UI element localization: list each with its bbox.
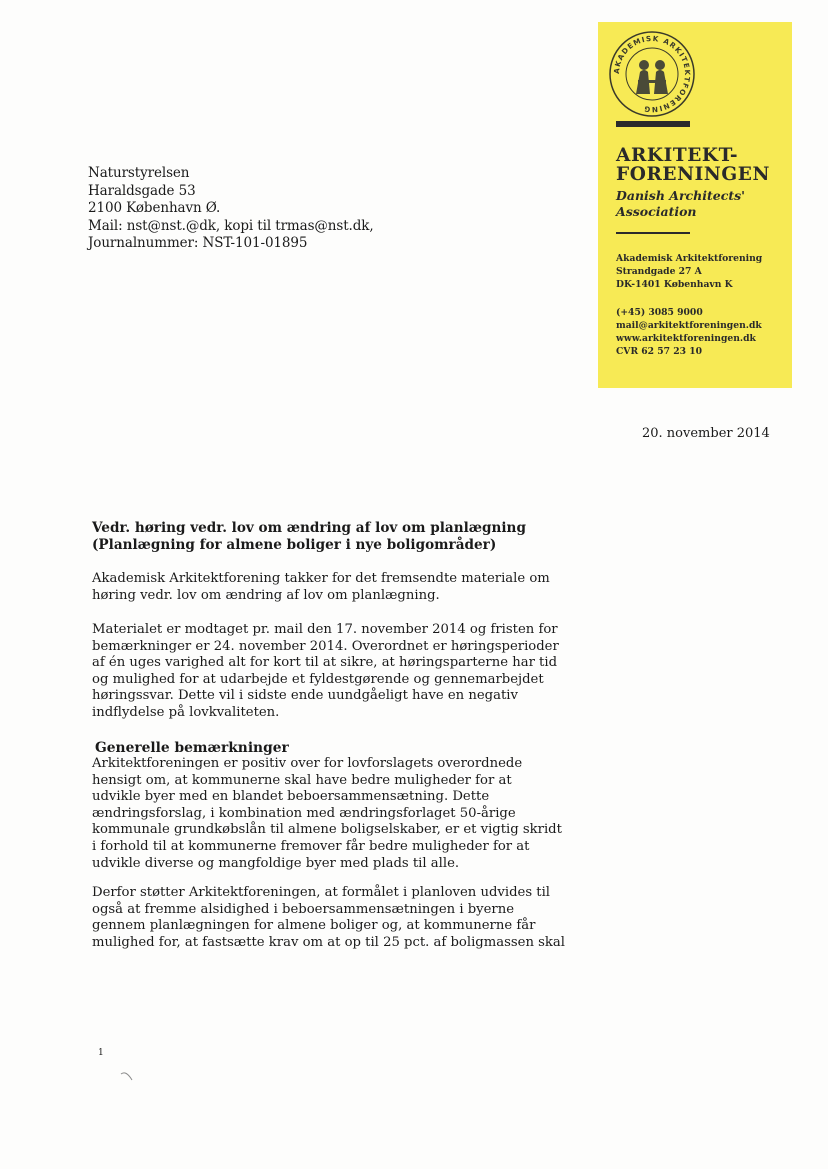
section-heading: Generelle bemærkninger	[95, 740, 289, 756]
text-line: Akademisk Arkitektforening takker for det fremsendte materiale om	[92, 571, 550, 586]
contact-email: mail@arkitektforeningen.dk	[616, 320, 762, 331]
address-line: Akademisk Arkitektforening	[616, 253, 763, 264]
text-line: i forhold til at kommunerne fremover får bedre muligheder for at	[92, 838, 530, 854]
text-line: høring vedr. lov om ændring af lov om planlægning.	[92, 587, 440, 603]
text-line: bemærkninger er 24. november 2014. Overordnet er høringsperioder	[92, 638, 559, 654]
letter-subject	[92, 520, 526, 554]
text-line: Derfor støtter Arkitektforeningen, at formålet i planloven udvides til	[92, 885, 551, 900]
letterhead-divider	[616, 232, 690, 234]
recipient-line: Journalnummer: NST-101-01895	[88, 235, 308, 251]
text-line: udvikle byer med en blandet beboersammensætning. Dette	[92, 789, 490, 805]
text-line: og mulighed for at udarbejde et fyldestgørende og gennemarbejdet	[92, 671, 544, 687]
page-number: 1	[98, 1048, 104, 1058]
text-line: kommunale grundkøbslån til almene boligselskaber, er et vigtig skridt	[92, 822, 562, 838]
recipient-line: Naturstyrelsen	[88, 165, 190, 181]
paragraph-intro	[92, 571, 562, 604]
recipient-address	[88, 165, 374, 253]
scan-artifact-icon	[120, 1070, 134, 1082]
address-line: Strandgade 27 A	[616, 266, 702, 277]
text-line: Materialet er modtaget pr. mail den 17. november 2014 og fristen for	[92, 622, 558, 637]
recipient-line: Mail: nst@nst.@dk, kopi til trmas@nst.dk,	[88, 217, 374, 234]
contact-website: www.arkitektforeningen.dk	[616, 333, 756, 344]
contact-cvr: CVR 62 57 23 10	[616, 346, 703, 357]
letterhead-rule	[616, 121, 690, 127]
seal-logo-icon	[608, 30, 696, 118]
organization-contact	[616, 306, 762, 358]
paragraph-general	[92, 756, 562, 872]
organization-title	[616, 146, 770, 184]
svg-text:AKADEMISK ARKITEKTFORENING	[612, 34, 692, 114]
organization-subtitle-line: Danish Architects'	[616, 188, 745, 203]
organization-title-line: FORENINGEN	[616, 164, 771, 185]
recipient-line: Haraldsgade 53	[88, 182, 196, 199]
organization-title-line: ARKITEKT-	[616, 145, 739, 166]
subject-line: Vedr. høring vedr. lov om ændring af lov om planlægning	[92, 520, 526, 536]
contact-phone: (+45) 3085 9000	[616, 307, 703, 318]
subject-line: (Planlægning for almene boliger i nye boligområder)	[92, 537, 497, 553]
text-line: også at fremme alsidighed i beboersammensætningen i byerne	[92, 901, 515, 917]
paragraph-deadline	[92, 622, 562, 722]
address-line: DK-1401 København K	[616, 279, 733, 290]
text-line: mulighed for, at fastsætte krav om at op til 25 pct. af boligmassen skal	[92, 934, 565, 950]
seal-text: AKADEMISK ARKITEKTFORENING	[611, 33, 693, 115]
text-line: gennem planlægningen for almene boliger og, at kommunerne får	[92, 918, 536, 934]
letterhead-box	[598, 22, 792, 388]
text-line: udvikle diverse og mangfoldige byer med plads til alle.	[92, 855, 460, 871]
text-line: hensigt om, at kommunerne skal have bedre muligheder for at	[92, 772, 512, 788]
organization-address	[616, 252, 762, 291]
organization-subtitle	[616, 188, 745, 220]
recipient-line: 2100 København Ø.	[88, 200, 221, 216]
text-line: ændringsforslag, i kombination med ændringsforlaget 50-årige	[92, 805, 516, 821]
organization-subtitle-line: Association	[616, 204, 697, 219]
letter-date: 20. november 2014	[642, 426, 770, 441]
text-line: høringssvar. Dette vil i sidste ende uundgåeligt have en negativ	[92, 688, 518, 704]
paragraph-support	[92, 885, 565, 951]
text-line: af én uges varighed alt for kort til at sikre, at høringsparterne har tid	[92, 655, 558, 671]
text-line: indflydelse på lovkvaliteten.	[92, 704, 280, 720]
text-line: Arkitektforeningen er positiv over for lovforslagets overordnede	[92, 756, 523, 771]
